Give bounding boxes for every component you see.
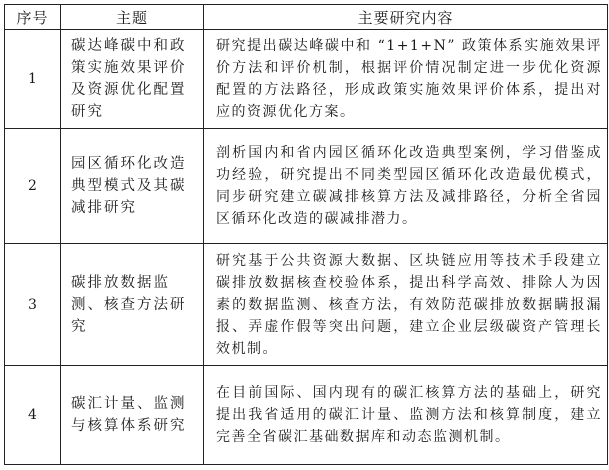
row-topic: 碳达峰碳中和政策实施效果评价及资源优化配置研究 bbox=[71, 37, 187, 120]
row-content-cell bbox=[204, 244, 608, 366]
row-content: 在目前国际、国内现有的碳汇核算方法的基础上，研究提出我省适用的碳汇计量、监测方法和核算制度，建立完善全省碳汇基础数据库和动态监测机制。 bbox=[216, 385, 602, 446]
row-topic-cell bbox=[61, 128, 204, 244]
row-content-cell bbox=[204, 366, 608, 465]
table-row bbox=[5, 128, 608, 244]
table-row bbox=[5, 244, 608, 366]
row-index: 2 bbox=[5, 128, 61, 244]
table-row bbox=[5, 366, 608, 465]
row-topic: 园区循环化改造典型模式及其碳减排研究 bbox=[71, 156, 187, 217]
header-index: 序号 bbox=[5, 5, 61, 30]
row-topic: 碳汇计量、监测与核算体系研究 bbox=[71, 396, 187, 435]
row-content: 研究基于公共资源大数据、区块链应用等技术手段建立碳排放数据核查校验体系，提出科学高效、排除人为因素的数据监测、核查方法，有效防范碳排放数据瞒报漏报、弄虚作假等突出问题，建立企业层级碳资产管理长效机制。 bbox=[216, 252, 602, 357]
row-topic: 碳排放数据监测、核查方法研究 bbox=[71, 274, 187, 335]
row-content-cell bbox=[204, 30, 608, 129]
row-index: 3 bbox=[5, 244, 61, 366]
header-content: 主要研究内容 bbox=[204, 5, 608, 30]
row-index: 1 bbox=[5, 30, 61, 129]
row-index: 4 bbox=[5, 366, 61, 465]
header-topic: 主题 bbox=[61, 5, 204, 30]
row-content: 剖析国内和省内园区循环化改造典型案例，学习借鉴成功经验，研究提出不同类型园区循环化改造最优模式，同步研究建立碳减排核算方法及减排路径，分析全省园区循环化改造的碳减排潜力。 bbox=[216, 145, 602, 228]
row-topic-cell bbox=[61, 366, 204, 465]
header-row bbox=[5, 5, 608, 30]
table-row bbox=[5, 30, 608, 129]
row-content: 研究提出碳达峰碳中和 “1+1+N” 政策体系实施效果评价方法和评价机制，根据评价情况制定进一步优化资源配置的方法路径，形成政策实施效果评价体系，提出对应的资源优化方案。 bbox=[216, 37, 602, 120]
row-topic-cell bbox=[61, 30, 204, 129]
research-table bbox=[4, 4, 608, 465]
row-topic-cell bbox=[61, 244, 204, 366]
row-content-cell bbox=[204, 128, 608, 244]
